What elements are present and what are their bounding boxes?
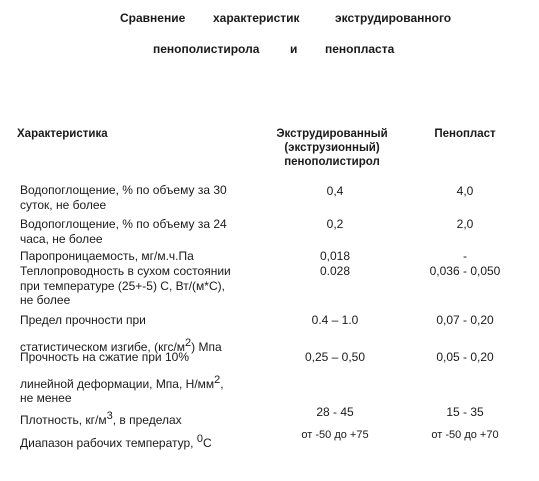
row-label-temperature [20,432,280,451]
value-foam-temperature: от -50 до +70 [431,429,499,441]
row-label-line: линейной деформации, Мпа, $Н/мм^2$, [20,373,224,391]
row-label-thermal [20,264,255,308]
value-foam-density: 15 - 35 [446,405,484,419]
title-word: характеристик [213,11,300,25]
row-label-line: Предел прочности при [20,313,146,327]
value-foam-bending: 0,07 - 0,20 [436,313,494,327]
row-label-line: часа, не более [20,231,103,246]
value-xps-water-24: 0,2 [326,217,344,231]
column-header-xps [262,127,402,169]
value-foam-compression: 0,05 - 0,20 [436,350,494,364]
row-label-line: Плотность, $кг/м^3$, в пределах [20,410,182,427]
title-line-2 [0,42,539,58]
title-word: пенопласта [325,42,395,56]
value-xps-density: 28 - 45 [316,405,354,419]
title-line-1 [0,11,539,27]
value-xps-bending: 0.4 – 1.0 [311,313,359,327]
row-label-line: Теплопроводность в сухом состоянии [20,264,231,278]
row-label-water-24 [20,217,255,246]
row-label-density [20,409,255,428]
value-foam-water-24: 2,0 [456,217,474,231]
title-word: пенополистирола [153,42,260,56]
row-label-compression [20,350,255,406]
row-label-line: не более [20,293,71,307]
row-label-line: Прочность на сжатие при 10% [20,350,189,364]
row-label-water-30 [20,183,255,212]
row-label-line: суток, не более [20,197,107,212]
row-label-line: Водопоглощение, % по объему за 24 [20,217,227,231]
column-header-foam: Пенопласт [434,128,496,140]
value-xps-compression: 0,25 – 0,50 [304,350,366,364]
value-foam-thermal: 0,036 - 0,050 [429,264,501,278]
header-line: (экструзионный) [284,142,380,154]
row-label-line: Диапазон рабочих температур, $^0$С [20,433,212,450]
row-label-line: статистическом изгибе, $(кгс/м^2)$ Мпа [20,336,222,354]
value-foam-water-30: 4,0 [456,184,474,198]
row-label-vapor [20,249,255,264]
column-header-characteristic: Характеристика [17,128,108,140]
value-foam-vapor: - [463,249,467,263]
value-xps-vapor: 0,018 [319,249,351,263]
header-line: пенополистирол [284,156,380,168]
title-word: экструдированного [335,11,452,25]
title-word: и [290,42,298,56]
header-line: Экструдированный [276,128,388,140]
row-label-line: не менее [20,391,72,405]
value-xps-water-30: 0,4 [326,184,344,198]
row-label-line: при температуре (25+-5) С, Вт/(м*С), [20,278,225,293]
value-xps-thermal: 0.028 [319,264,351,278]
row-label-bending [20,313,255,354]
title-word: Сравнение [120,11,186,25]
value-xps-temperature: от -50 до +75 [301,429,369,441]
row-label-line: Паропроницаемость, мг/м.ч.Па [20,249,194,263]
row-label-line: Водопоглощение, % по объему за 30 [20,183,227,197]
